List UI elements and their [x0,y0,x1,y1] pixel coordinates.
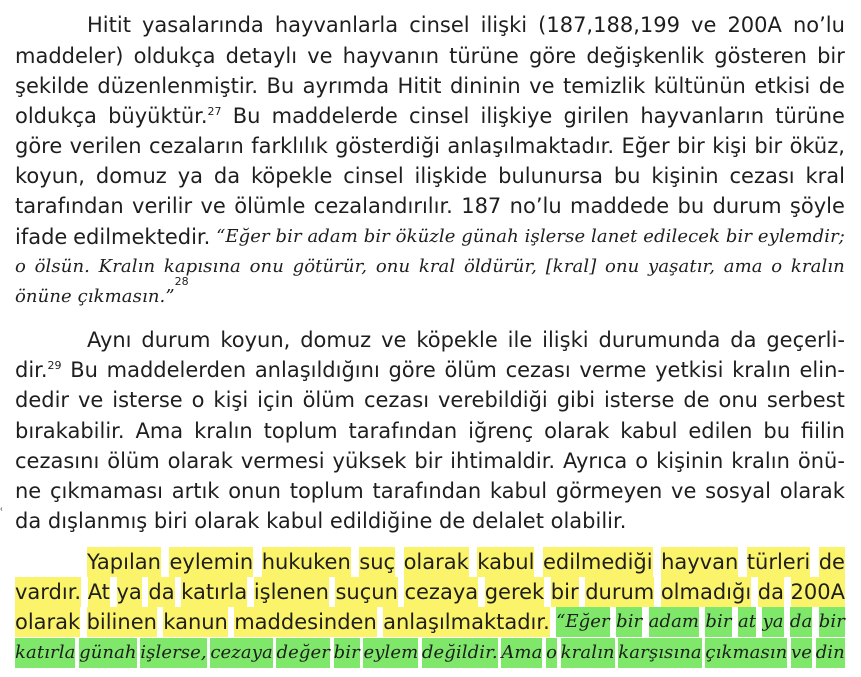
word: edilen [688,419,753,443]
word: ve [200,194,226,218]
word: işlerse, [140,638,206,668]
text-line [15,416,845,446]
word: maddelerde [271,104,398,128]
text-line [15,41,845,71]
word: göre [15,134,63,158]
word: Eğer [621,134,670,158]
word: de [818,74,845,98]
word: öküz, [789,134,845,158]
word: ile [507,328,533,352]
margin-mark: ʿ [0,506,4,519]
word: At [88,577,110,607]
word: 187 [461,194,502,218]
word: cezalandırılır. [313,194,453,218]
word: ve [791,638,812,668]
text-line [15,446,845,476]
word: adam [649,607,699,637]
word: temizlik [562,74,646,98]
word: kralın [194,419,253,443]
word: durum [712,194,782,218]
word: ve [691,13,717,37]
word: köpekle [250,164,333,188]
text-line [15,355,845,385]
word: farklılık [251,134,328,158]
word: vardır. [15,577,81,607]
highlighted-line [15,577,845,607]
word: ama [723,256,763,277]
word: da [213,164,241,188]
word: o [191,388,205,412]
word: artık [171,479,220,503]
text-line [15,476,845,506]
word: olarak [15,607,80,637]
word: girilen [563,104,630,128]
word: hayvanlarla [274,13,399,37]
word: de [683,388,710,412]
word: bu [763,419,791,443]
word: Yapılan [87,547,161,577]
word: ayrımda [302,74,390,98]
highlighted-line [87,547,845,577]
word: götürür, [292,256,368,277]
word: ifade [15,225,68,249]
word: suç [359,547,395,577]
word: olmadığı [661,577,751,607]
word: olarak [167,449,233,473]
word: düzenlenmiştir. [97,74,259,98]
word: hayvanların [640,104,765,128]
word: oldukça [15,104,97,128]
word: bir [275,226,302,247]
word: kanun [163,607,228,637]
word: da [758,577,784,607]
word: kişinin [656,449,724,473]
word: Ayrıca [563,449,628,473]
word: verebildiği [438,388,548,412]
text-line [15,161,845,191]
quote-line [15,252,845,282]
word: detaylı [225,44,298,68]
footnote-ref: 28 [174,275,189,288]
word: hayvanın [342,44,440,68]
text-line [15,191,845,221]
word: maddeler) [15,44,124,68]
word: olarak [404,547,469,577]
word: cinsel [343,164,404,188]
word: o [771,256,783,277]
word: türleri [747,547,810,577]
text-line [15,71,845,101]
word: ve [77,388,104,412]
word: cezaların [148,134,244,158]
word: işlenen [254,577,329,607]
word: eylemdir; [757,226,845,247]
word: fiilin [800,419,845,443]
word: suçun [335,577,397,607]
word: kabul [489,479,548,503]
word: cinsel [408,104,470,128]
word: bir [616,607,642,637]
word: verilen [69,134,142,158]
word: çıkmaması [49,479,163,503]
word: ilişki [480,13,528,37]
word: onu [605,256,640,277]
word: [kral] [545,256,597,277]
word: maddelerden [106,358,247,382]
word: no’lu [509,194,562,218]
word: cezası [729,164,795,188]
word: koyun, [220,328,291,352]
word: gösteren [714,44,807,68]
word: karşısına [618,638,701,668]
word: dedir [15,388,70,412]
text-line [87,325,845,355]
text-line [15,101,845,131]
word: cezası [505,358,571,382]
word: edilecek [643,226,721,247]
word: Hitit [397,74,442,98]
text-line [87,10,845,40]
word: önü- [797,449,845,473]
footnote-ref: 27 [207,105,222,118]
word: eylem [363,638,418,668]
word: Ama [135,419,184,443]
word: için [257,388,294,412]
word: ne [15,479,42,503]
word: ihtimaldir. [450,449,556,473]
word: hukuken [262,547,351,577]
word: kişi [213,388,249,412]
word: öldürür, [463,256,537,277]
highlighted-quote-line [15,638,845,668]
word: etkisi [754,74,811,98]
word: değişkenlik [586,44,705,68]
word: isterse [112,388,183,412]
text: da dışlanmış biri olarak kabul edildiğine de delalet olabilir. [15,509,627,533]
word: sosyal [705,479,771,503]
word: yüksek [332,449,407,473]
word: şöyle [789,194,845,218]
word: eylemin [169,547,253,577]
word: da [148,577,174,607]
word: de [819,547,845,577]
word: bir [819,607,845,637]
word: edilmediği [543,547,653,577]
word: olarak [779,479,845,503]
word: göre [388,358,436,382]
word: kral [805,164,845,188]
word: koyun, [15,164,85,188]
word: çıkmasın [705,638,787,668]
word: verilir [132,194,193,218]
word: Kralın [98,256,156,277]
word: ve [671,479,697,503]
word: onu [718,388,758,412]
word: o [15,256,26,277]
word: anlaşılmaktadır. [447,134,615,158]
word: Bu [232,104,261,128]
word: Bu [70,358,98,382]
word: ilişkiye [480,104,553,128]
word: ölüm [444,358,497,382]
word: anlaşıldığını [254,358,380,382]
word: maddesinden [234,607,377,637]
word: cezası [363,388,430,412]
word: ölümle [234,194,306,218]
word: kültünün [653,74,746,98]
word: bir [705,607,731,637]
word: onun [228,479,281,503]
word: yaşatır, [648,256,716,277]
word: toplum [263,419,338,443]
word: bir [725,226,753,247]
word: bırakabilir. [15,419,125,443]
word: serbest [766,388,845,412]
word: bir [754,134,783,158]
word: Hitit [87,13,131,37]
word: at [738,607,756,637]
word: durum [141,328,211,352]
word: cezaya [210,638,272,668]
word: bilinen [87,607,157,637]
word: onu [375,256,411,277]
word: onu [249,256,284,277]
word: katırla [181,577,247,607]
text-line [15,131,845,161]
word: kralın [731,449,790,473]
word: Aynı [87,328,132,352]
word: cinsel [409,13,470,37]
word: iğrenç [468,419,534,443]
word: anlaşılmaktadır. [383,607,550,637]
word: tarafından [372,479,482,503]
word: ve [307,44,333,68]
word: kralın [561,638,615,668]
word: kralın [790,256,845,277]
word-with-footnote [108,101,221,131]
word: edilmektedir. [73,225,211,249]
word: köpekle [416,328,498,352]
word: cezasını [15,449,100,473]
word: durumunda [598,328,721,352]
word: kral [418,256,456,277]
word: Bu [266,74,295,98]
word: (187,188,199 [538,13,680,37]
word: bu [677,194,705,218]
word: değildir. [422,638,498,668]
word: işlerse [524,226,586,247]
word: vermesi [240,449,325,473]
text-line [15,385,845,415]
word: bir [334,638,360,668]
word: bulunursa [498,164,603,188]
word: ve [381,328,407,352]
word: yetkisi [655,358,724,382]
word: günah [461,226,519,247]
word: görmeyen [555,479,663,503]
quote-line-last [15,275,845,312]
highlighted-line [15,607,845,637]
word: din [816,638,845,668]
word: ya [177,164,203,188]
word: kişinin [651,164,719,188]
word: durum [585,577,654,607]
word: kabul [477,547,534,577]
word: değer [276,638,329,668]
word: isterse [603,388,675,412]
word: olarak [544,419,610,443]
word: “Eğer [556,607,610,637]
word: ve [529,74,555,98]
word: bir [414,449,443,473]
word: ya [117,577,142,607]
word: verme [579,358,647,382]
word: ölüm [302,388,356,412]
word: elin- [799,358,845,382]
word: da [790,607,812,637]
word: o [546,638,557,668]
word: ölüm [107,449,160,473]
word: ya [762,607,783,637]
word: öküzle [395,226,456,247]
word: ilişkide [414,164,488,188]
word: gibi [556,388,596,412]
word: kapısına [163,256,241,277]
word: dininin [449,74,521,98]
word: kralın [732,358,791,382]
word: “Eğer [216,226,270,247]
word: adam [307,226,358,247]
word: ilişki [542,328,589,352]
word: no’lu [792,13,845,37]
word: bu [613,164,641,188]
word: cezaya [404,577,478,607]
word: büyüktür. [108,104,208,128]
word: gerek [485,577,545,607]
word: dir. [15,358,48,382]
word: şekilde [15,74,89,98]
word: 200A [727,13,782,37]
word: 200A [791,577,845,607]
footnote-ref: 29 [47,359,62,372]
word: tarafından [15,194,124,218]
word-with-footnote [15,355,62,385]
text-line-last [15,506,845,536]
word: göre [528,44,577,68]
word: katırla [15,638,75,668]
word: o [635,449,649,473]
word: Ama [501,638,542,668]
word: kişi [712,134,747,158]
word: bir [551,577,579,607]
word: ölsün. [34,256,90,277]
word: bir [817,44,845,68]
word: bir [363,226,390,247]
word: geçerli- [766,328,845,352]
word: tarafından [348,419,458,443]
word: domuz [95,164,167,188]
word: günah [79,638,137,668]
quote-text: önüne çıkmasın.” [15,286,175,307]
word: da [730,328,757,352]
word: oldukça [133,44,216,68]
word: bir [676,134,705,158]
word: türüne [775,104,845,128]
word: kabul [620,419,678,443]
text-line [15,222,845,252]
word: toplum [289,479,364,503]
word: gösterdiği [335,134,441,158]
word: türüne [449,44,519,68]
word: domuz [300,328,372,352]
word: maddede [570,194,670,218]
word: lanet [591,226,638,247]
word: hayvan [661,547,738,577]
word: yasalarında [142,13,264,37]
